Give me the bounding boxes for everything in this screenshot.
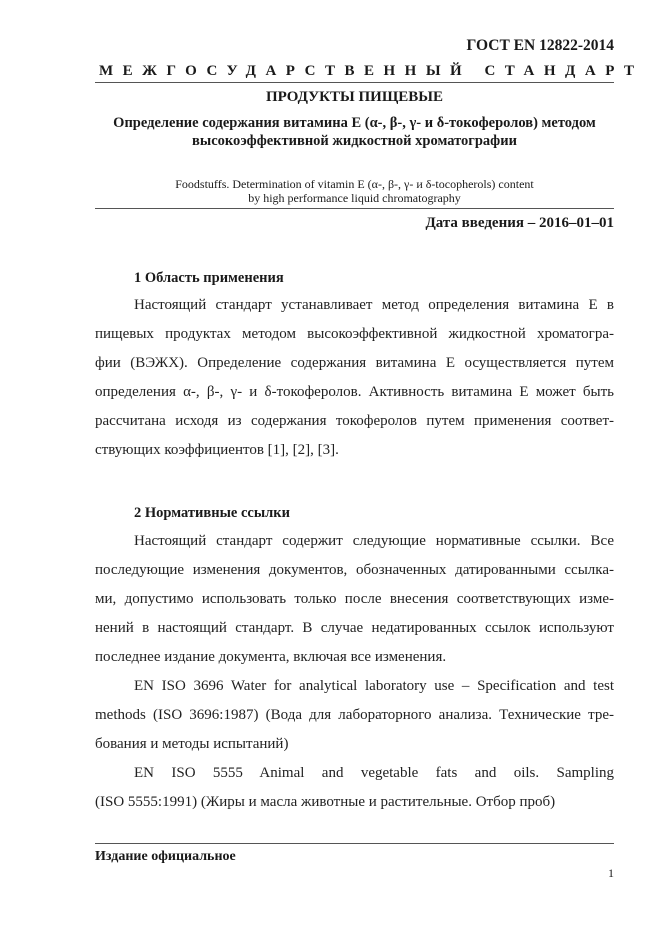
section-scope-text	[95, 291, 614, 465]
text-line: Настоящий стандарт устанавливает метод определения витамина Е в	[134, 297, 614, 313]
reference-line: бования и методы испытаний)	[95, 736, 289, 752]
text-line: рассчитана исходя из содержания токоферолов путем применения соответ-	[95, 413, 614, 429]
subtitle-line: высокоэффективной жидкостной хроматографии	[192, 133, 517, 149]
text-line: последнее издание документа, включая все изменения.	[95, 649, 447, 665]
english-title-line: Foodstuffs. Determination of vitamin E (α-, β-, γ- и δ-tocopherols) content	[175, 177, 534, 191]
text-line: пищевых продуктах методом высокоэффективной жидкостной хроматогра-	[95, 326, 614, 342]
text-line: Настоящий стандарт содержит следующие нормативные ссылки. Все	[134, 533, 614, 549]
official-edition-label: Издание официальное	[95, 849, 236, 864]
page-number: 1	[608, 866, 614, 880]
reference-line: EN ISO 3696 Water for analytical laboratory use – Specification and test	[134, 678, 614, 694]
english-title	[95, 177, 614, 205]
text-line: фии (ВЭЖХ). Определение содержания витамина Е осуществляется путем	[95, 355, 614, 371]
text-line: нений в настоящий стандарт. В случае недатированных ссылок используют	[95, 620, 614, 636]
section-heading-references: 2 Нормативные ссылки	[134, 505, 290, 521]
english-title-line: by high performance liquid chromatography	[248, 191, 461, 205]
reference-line: EN ISO 5555 Animal and vegetable fats and oils. Sampling	[134, 765, 614, 781]
text-line: ствующих коэффициентов [1], [2], [3].	[95, 442, 339, 458]
effective-date: Дата введения – 2016–01–01	[425, 215, 614, 231]
text-line: определения α-, β-, γ- и δ-токоферолов. Активность витамина Е может быть	[95, 384, 614, 400]
document-title: ПРОДУКТЫ ПИЩЕВЫЕ	[265, 89, 444, 105]
reference-line: (ISO 5555:1991) (Жиры и масла животные и растительные. Отбор проб)	[95, 794, 556, 810]
section-heading-scope: 1 Область применения	[134, 270, 284, 286]
footer-rule	[95, 843, 614, 844]
section-references-text	[95, 527, 614, 817]
document-subtitle	[95, 114, 614, 150]
reference-line: methods (ISO 3696:1987) (Вода для лабораторного анализа. Технические тре-	[95, 707, 614, 723]
standard-number: ГОСТ EN 12822-2014	[466, 37, 614, 54]
header-rule	[95, 82, 614, 83]
title-rule	[95, 208, 614, 209]
interstate-standard-label: МЕЖГОСУДАРСТВЕННЫЙ СТАНДАРТ	[99, 63, 644, 79]
subtitle-line: Определение содержания витамина Е (α-, β-, γ- и δ-токоферолов) методом	[113, 115, 596, 131]
text-line: последующие изменения документов, обозначенных датированными ссылка-	[95, 562, 614, 578]
text-line: ми, допустимо использовать только после внесения соответствующих изме-	[95, 591, 614, 607]
